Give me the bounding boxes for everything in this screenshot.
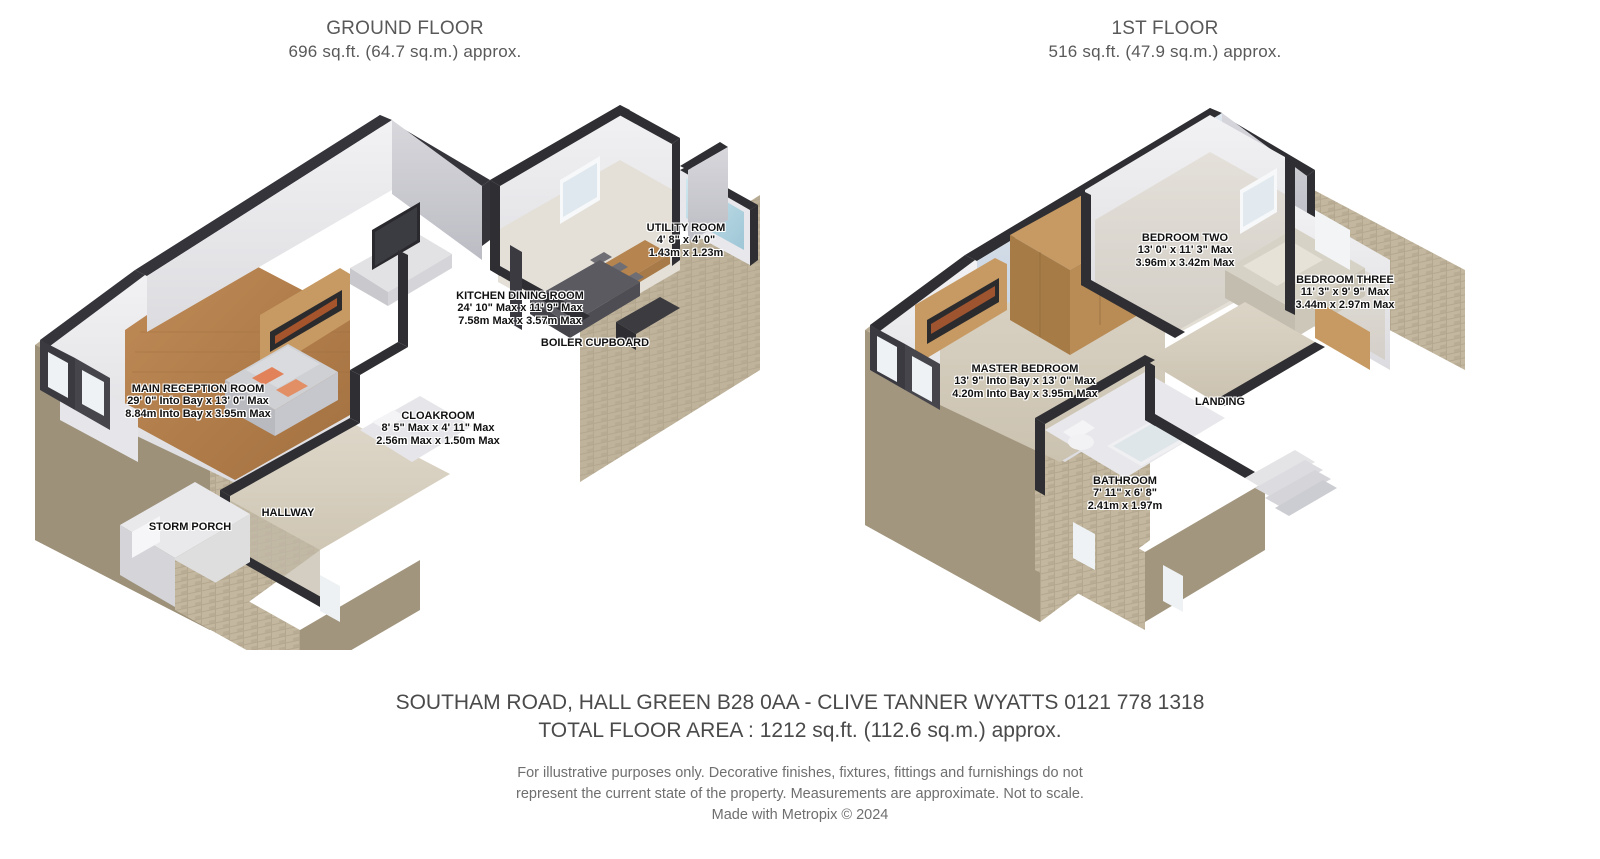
room-dimensions-metric: 2.41m x 1.97m <box>1087 499 1163 512</box>
ground-floor-plan <box>20 70 810 650</box>
disclaimer <box>0 763 1600 805</box>
room-name: BEDROOM THREE <box>1296 274 1394 286</box>
room-label-bedroom-two <box>1080 232 1290 269</box>
room-name: CLOAKROOM <box>401 410 475 422</box>
room-name: BOILER CUPBOARD <box>540 337 650 349</box>
room-dimensions-imperial: 4' 8" x 4' 0" <box>656 234 716 247</box>
footer-address: SOUTHAM ROAD, HALL GREEN B28 0AA - CLIVE TANNER WYATTS 0121 778 1318 <box>395 691 1205 714</box>
ground-floor-title: GROUND FLOOR <box>326 18 484 39</box>
room-name: HALLWAY <box>261 507 315 519</box>
ground-floor-heading <box>205 18 605 63</box>
first-floor-plan <box>845 70 1505 650</box>
room-dimensions-metric: 3.44m x 2.97m Max <box>1295 298 1395 311</box>
room-label-storm-porch <box>110 521 270 533</box>
room-name: KITCHEN DINING ROOM <box>456 290 584 302</box>
first-floor-title: 1ST FLOOR <box>1111 18 1219 39</box>
room-dimensions-imperial: 13' 9" Into Bay x 13' 0" Max <box>954 375 1096 388</box>
room-dimensions-metric: 2.56m Max x 1.50m Max <box>376 434 500 447</box>
room-label-hallway <box>218 507 358 519</box>
disclaimer-line-1: For illustrative purposes only. Decorative finishes, fixtures, fittings and furnishings do not <box>517 765 1083 781</box>
room-dimensions-imperial: 29' 0" Into Bay x 13' 0" Max <box>127 395 269 408</box>
room-name: BEDROOM TWO <box>1141 232 1229 244</box>
room-label-boiler-cupboard <box>490 337 700 349</box>
room-dimensions-imperial: 13' 0" x 11' 3" Max <box>1137 244 1233 257</box>
room-dimensions-metric: 1.43m x 1.23m <box>648 246 724 259</box>
room-name: BATHROOM <box>1093 475 1157 487</box>
room-dimensions-metric: 4.20m Into Bay x 3.95m Max <box>952 387 1098 400</box>
room-name: MASTER BEDROOM <box>971 363 1079 375</box>
first-floor-area: 516 sq.ft. (47.9 sq.m.) approx. <box>1048 42 1282 61</box>
footer-total-area: TOTAL FLOOR AREA : 1212 sq.ft. (112.6 sq.m.) approx. <box>538 719 1062 742</box>
room-label-bathroom <box>1035 475 1215 512</box>
room-label-main-reception-room <box>48 383 348 420</box>
room-dimensions-metric: 7.58m Max x 3.57m Max <box>458 314 582 327</box>
room-dimensions-imperial: 8' 5" Max x 4' 11" Max <box>381 422 495 435</box>
disclaimer-line-2: represent the current state of the property. Measurements are approximate. Not to scale. <box>516 786 1084 802</box>
room-label-bedroom-three <box>1245 274 1445 311</box>
first-floor-heading <box>965 18 1365 63</box>
room-label-cloakroom <box>338 410 538 447</box>
room-name: UTILITY ROOM <box>646 222 726 234</box>
room-label-kitchen-dining-room <box>380 290 660 327</box>
room-dimensions-metric: 8.84m Into Bay x 3.95m Max <box>125 407 271 420</box>
room-dimensions-imperial: 24' 10" Max x 11' 9" Max <box>457 302 583 315</box>
room-dimensions-metric: 3.96m x 3.42m Max <box>1135 256 1235 269</box>
room-label-utility-room <box>586 222 786 259</box>
ground-floor-area: 696 sq.ft. (64.7 sq.m.) approx. <box>288 42 522 61</box>
metropix-credit: Made with Metropix © 2024 <box>711 807 889 823</box>
room-name: LANDING <box>1194 396 1246 408</box>
room-label-landing <box>1155 396 1285 408</box>
room-name: MAIN RECEPTION ROOM <box>131 383 265 395</box>
room-dimensions-imperial: 11' 3" x 9' 9" Max <box>1300 286 1390 299</box>
room-dimensions-imperial: 7' 11" x 6' 8" <box>1093 487 1157 500</box>
room-name: STORM PORCH <box>148 521 232 533</box>
room-label-master-bedroom <box>905 363 1145 400</box>
